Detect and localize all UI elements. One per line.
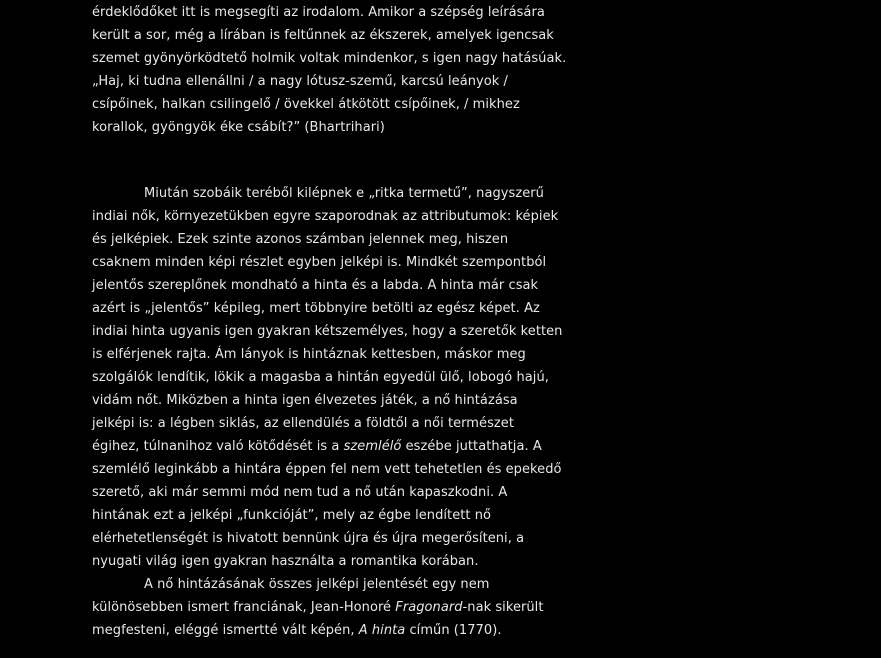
text-line: korallok, gyöngyök éke csábít?” (Bhartrihari) (92, 120, 385, 135)
body-paragraph-2 (92, 573, 562, 642)
text-line: hintának ezt a jelképi „funkcióját”, mely az égbe lendített nő (92, 508, 492, 523)
text-line: szerető, aki már semmi mód nem tud a nő után kapaszkodni. A (92, 485, 508, 500)
text-line: szolgálók lendítik, lökik a magasba a hintán egyedül ülő, lobogó hajú, (92, 370, 549, 385)
text-line: érdeklődőket itt is megsegíti az irodalom. Amikor a szépség leírására (92, 5, 545, 20)
text-segment: égihez, túlnanihoz való kötődését is a (92, 439, 344, 454)
text-line (92, 619, 562, 642)
document-page (92, 0, 567, 642)
text-line: Miután szobáik teréből kilépnek e „ritka termetű”, nagyszerű (144, 186, 544, 201)
text-line: szemlélő leginkább a hintára éppen fel nem vett tehetetlen és epekedő (92, 462, 562, 477)
text-segment: eszébe juttathatja. A (401, 439, 542, 454)
text-line: csaknem minden képi részlet egyben jelképi is. Mindkét szempontból (92, 255, 547, 270)
quote-paragraph (92, 1, 567, 139)
text-segment: címűn (1770). (405, 623, 502, 638)
text-line: indiai nők, környezetükben egyre szaporodnak az attributumok: képiek (92, 209, 559, 224)
text-line: A nő hintázásának összes jelképi jelentését egy nem (144, 577, 490, 592)
paragraph-gap (92, 139, 562, 182)
text-segment: különösebben ismert franciának, Jean-Honoré (92, 600, 396, 615)
text-line: csípőinek, halkan csilingelő / övekkel átkötött csípőinek, / mikhez (92, 97, 520, 112)
text-segment: -nak sikerült (462, 600, 544, 615)
text-line: és jelképiek. Ezek szinte azonos számban jelennek meg, hiszen (92, 232, 509, 247)
text-line (92, 596, 562, 619)
text-line: indiai hinta ugyanis igen gyakran kétszemélyes, hogy a szeretők ketten (92, 324, 563, 339)
text-segment: megfesteni, eléggé ismertté vált képén, (92, 623, 359, 638)
text-line: került a sor, még a lírában is feltűnnek az ékszerek, amelyek igencsak (92, 28, 554, 43)
text-line: szemet gyönyörködtető holmik voltak mindenkor, s igen nagy hatásúak. (92, 51, 567, 66)
text-line: jelentős szereplőnek mondható a hinta és a labda. A hinta már csak (92, 278, 539, 293)
italic-name: Fragonard (395, 600, 463, 615)
text-line: vidám nőt. Miközben a hinta igen élvezetes játék, a nő hintázása (92, 393, 518, 408)
text-line: nyugati világ igen gyakran használta a romantika korában. (92, 554, 479, 569)
text-line: elérhetetlenségét is hivatott bennünk újra és újra megerősíteni, a (92, 531, 525, 546)
text-line (92, 435, 562, 458)
italic-title: A hinta (358, 623, 406, 638)
italic-term: szemlélő (343, 439, 402, 454)
text-line: azért is „jelentős” képileg, mert többnyire betölti az egész képet. Az (92, 301, 540, 316)
text-line: is elférjenek rajta. Ám lányok is hintáznak kettesben, máskor meg (92, 347, 526, 362)
text-line: „Haj, ki tudna ellenállni / a nagy lótusz-szemű, karcsú leányok / (92, 74, 508, 89)
body-paragraph-1 (92, 182, 562, 573)
text-line: jelképi is: a légben siklás, az ellendülés a földtől a női természet (92, 416, 514, 431)
